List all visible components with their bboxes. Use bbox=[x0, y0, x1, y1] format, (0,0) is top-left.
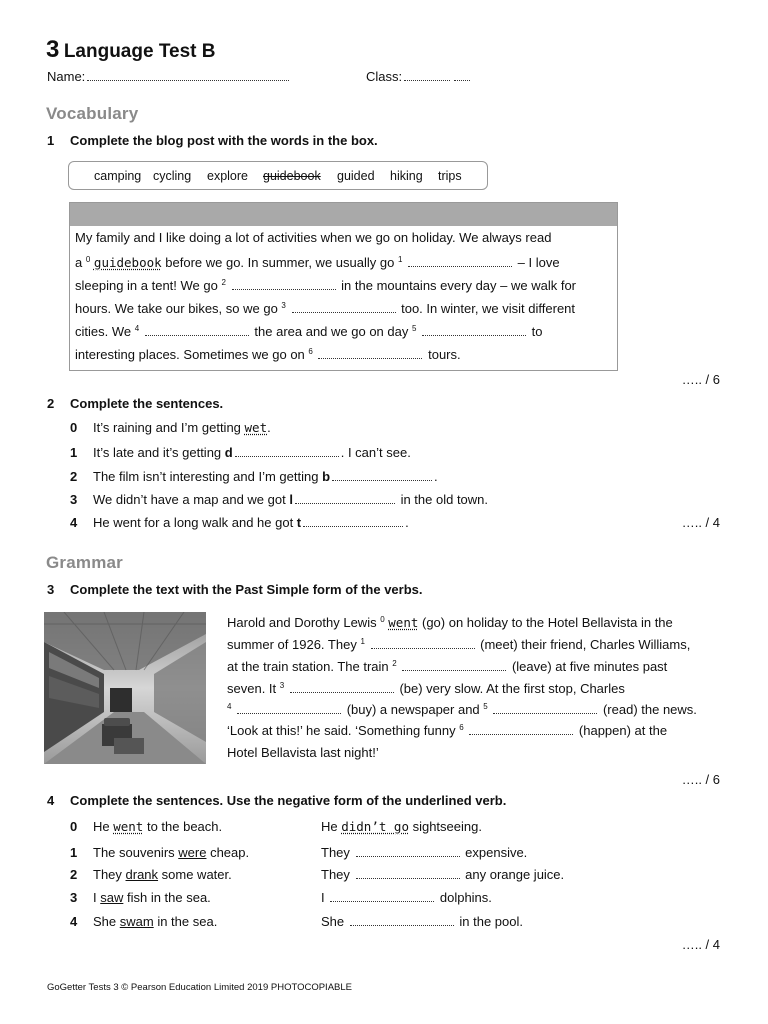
item-number: 1 bbox=[70, 845, 78, 860]
word: hiking bbox=[390, 169, 423, 183]
score-exercise-3: ….. / 6 bbox=[681, 772, 720, 787]
footer-copyright: GoGetter Tests 3 © Pearson Education Limited 2019 PHOTOCOPIABLE bbox=[47, 982, 352, 993]
underlined-verb: saw bbox=[100, 890, 124, 905]
blog-header-bar bbox=[70, 203, 617, 226]
grammar-heading: Grammar bbox=[46, 553, 123, 572]
sentence: The souvenirs were cheap. bbox=[93, 845, 250, 860]
sentence: He went to the beach. bbox=[93, 819, 223, 834]
exercise-1-instruction: Complete the blog post with the words in the box. bbox=[70, 133, 378, 148]
word-crossed-out: guidebook bbox=[263, 169, 321, 183]
underlined-verb: swam bbox=[119, 914, 154, 929]
score-exercise-1: ….. / 6 bbox=[681, 372, 720, 387]
blog-line: My family and I like doing a lot of activities when we go on holiday. We always read bbox=[75, 230, 552, 245]
underlined-verb: drank bbox=[125, 867, 159, 882]
word: trips bbox=[438, 169, 462, 183]
blog-line: interesting places. Sometimes we go on $^6$ tours. bbox=[75, 347, 461, 362]
negative-sentence: They expensive. bbox=[321, 845, 528, 860]
text-line: summer of 1926. They $^1$ (meet) their friend, Charles Williams, bbox=[227, 637, 691, 652]
text-line: at the train station. The train $^2$ (leave) at five minutes past bbox=[227, 659, 668, 674]
blog-line: cities. We $^4$ the area and we go on day $^5$ to bbox=[75, 324, 543, 339]
page-title: 3 Language Test B bbox=[46, 36, 216, 63]
answer-blank[interactable] bbox=[295, 492, 395, 504]
answer-blank[interactable] bbox=[408, 255, 512, 267]
exercise-2-number: 2 bbox=[47, 396, 55, 411]
train-station-photo bbox=[44, 612, 206, 764]
sentence: We didn’t have a map and we got l in the old town. bbox=[93, 492, 489, 507]
word: cycling bbox=[153, 169, 192, 183]
item-number: 2 bbox=[70, 867, 78, 882]
item-number: 1 bbox=[70, 445, 78, 460]
example-answer: wet bbox=[244, 420, 268, 435]
exercise-4-number: 4 bbox=[47, 793, 55, 808]
negative-sentence: She in the pool. bbox=[321, 914, 523, 929]
answer-blank[interactable] bbox=[402, 659, 506, 671]
text-line: Harold and Dorothy Lewis $^0$ went (go) on holiday to the Hotel Bellavista in the bbox=[227, 615, 673, 630]
answer-blank[interactable] bbox=[232, 278, 336, 290]
item-number: 3 bbox=[70, 492, 78, 507]
answer-blank[interactable] bbox=[356, 867, 460, 879]
item-number: 0 bbox=[70, 420, 78, 435]
answer-blank[interactable] bbox=[303, 515, 403, 527]
answer-blank[interactable] bbox=[237, 702, 341, 714]
negative-sentence: They any orange juice. bbox=[321, 867, 565, 882]
item-number: 0 bbox=[70, 819, 78, 834]
item-number: 2 bbox=[70, 469, 78, 484]
answer-blank[interactable] bbox=[145, 324, 249, 336]
sentence: It’s late and it’s getting d . I can’t see. bbox=[93, 445, 411, 460]
item-number: 3 bbox=[70, 890, 78, 905]
sentence: They drank some water. bbox=[93, 867, 232, 882]
exercise-2-instruction: Complete the sentences. bbox=[70, 396, 224, 411]
vocabulary-heading: Vocabulary bbox=[46, 104, 139, 123]
item-number: 4 bbox=[70, 515, 78, 530]
negative-sentence: He didn’t go sightseeing. bbox=[321, 819, 482, 834]
exercise-1-number: 1 bbox=[47, 133, 55, 148]
score-exercise-4: ….. / 4 bbox=[681, 937, 720, 952]
word-box bbox=[68, 161, 488, 190]
text-line: $^4$ (buy) a newspaper and $^5$ (read) the news. bbox=[227, 702, 697, 717]
sentence: She swam in the sea. bbox=[93, 914, 218, 929]
blog-line: hours. We take our bikes, so we go $^3$ too. In winter, we visit different bbox=[75, 301, 576, 316]
class-blank[interactable] bbox=[404, 69, 450, 81]
answer-blank[interactable] bbox=[292, 301, 396, 313]
answer-blank[interactable] bbox=[332, 469, 432, 481]
sentence: The film isn’t interesting and I’m getting b . bbox=[93, 469, 438, 484]
text-line: Hotel Bellavista last night!’ bbox=[227, 745, 379, 760]
text-line: seven. It $^3$ (be) very slow. At the first stop, Charles bbox=[227, 681, 625, 696]
answer-blank[interactable] bbox=[235, 445, 339, 457]
word: camping bbox=[94, 169, 142, 183]
sentence: I saw fish in the sea. bbox=[93, 890, 211, 905]
answer-blank[interactable] bbox=[422, 324, 526, 336]
name-blank[interactable] bbox=[87, 69, 289, 81]
exercise-4-instruction: Complete the sentences. Use the negative form of the underlined verb. bbox=[70, 793, 507, 808]
name-field[interactable]: Name: bbox=[47, 69, 291, 85]
word: guided bbox=[337, 169, 375, 183]
example-answer: didn’t go bbox=[341, 819, 409, 834]
blog-line: sleeping in a tent! We go $^2$ in the mountains every day – we walk for bbox=[75, 278, 576, 293]
score-exercise-2: ….. / 4 bbox=[681, 515, 720, 530]
answer-blank[interactable] bbox=[290, 681, 394, 693]
item-number: 4 bbox=[70, 914, 78, 929]
text-line: ‘Look at this!’ he said. ‘Something funny $^6$ (happen) at the bbox=[227, 723, 668, 738]
answer-blank[interactable] bbox=[350, 914, 454, 926]
sentence: He went for a long walk and he got t . bbox=[93, 515, 409, 530]
answer-blank[interactable] bbox=[356, 845, 460, 857]
example-answer: went bbox=[388, 615, 419, 630]
answer-blank[interactable] bbox=[469, 723, 573, 735]
answer-blank[interactable] bbox=[330, 890, 434, 902]
negative-sentence: I dolphins. bbox=[321, 890, 492, 905]
word: explore bbox=[207, 169, 248, 183]
blog-line: a $^0$ guidebook before we go. In summer, we usually go $^1$ – I love bbox=[75, 255, 560, 270]
answer-blank[interactable] bbox=[371, 637, 475, 649]
blog-post bbox=[69, 202, 618, 371]
class-field[interactable]: Class: bbox=[366, 69, 472, 85]
answer-blank[interactable] bbox=[493, 702, 597, 714]
answer-blank[interactable] bbox=[318, 347, 422, 359]
exercise-3-instruction: Complete the text with the Past Simple form of the verbs. bbox=[70, 582, 423, 597]
example-answer: guidebook bbox=[93, 255, 162, 270]
example-answer: went bbox=[113, 819, 144, 834]
underlined-verb: were bbox=[178, 845, 207, 860]
exercise-3-number: 3 bbox=[47, 582, 55, 597]
sentence: It’s raining and I’m getting wet. bbox=[93, 420, 271, 435]
